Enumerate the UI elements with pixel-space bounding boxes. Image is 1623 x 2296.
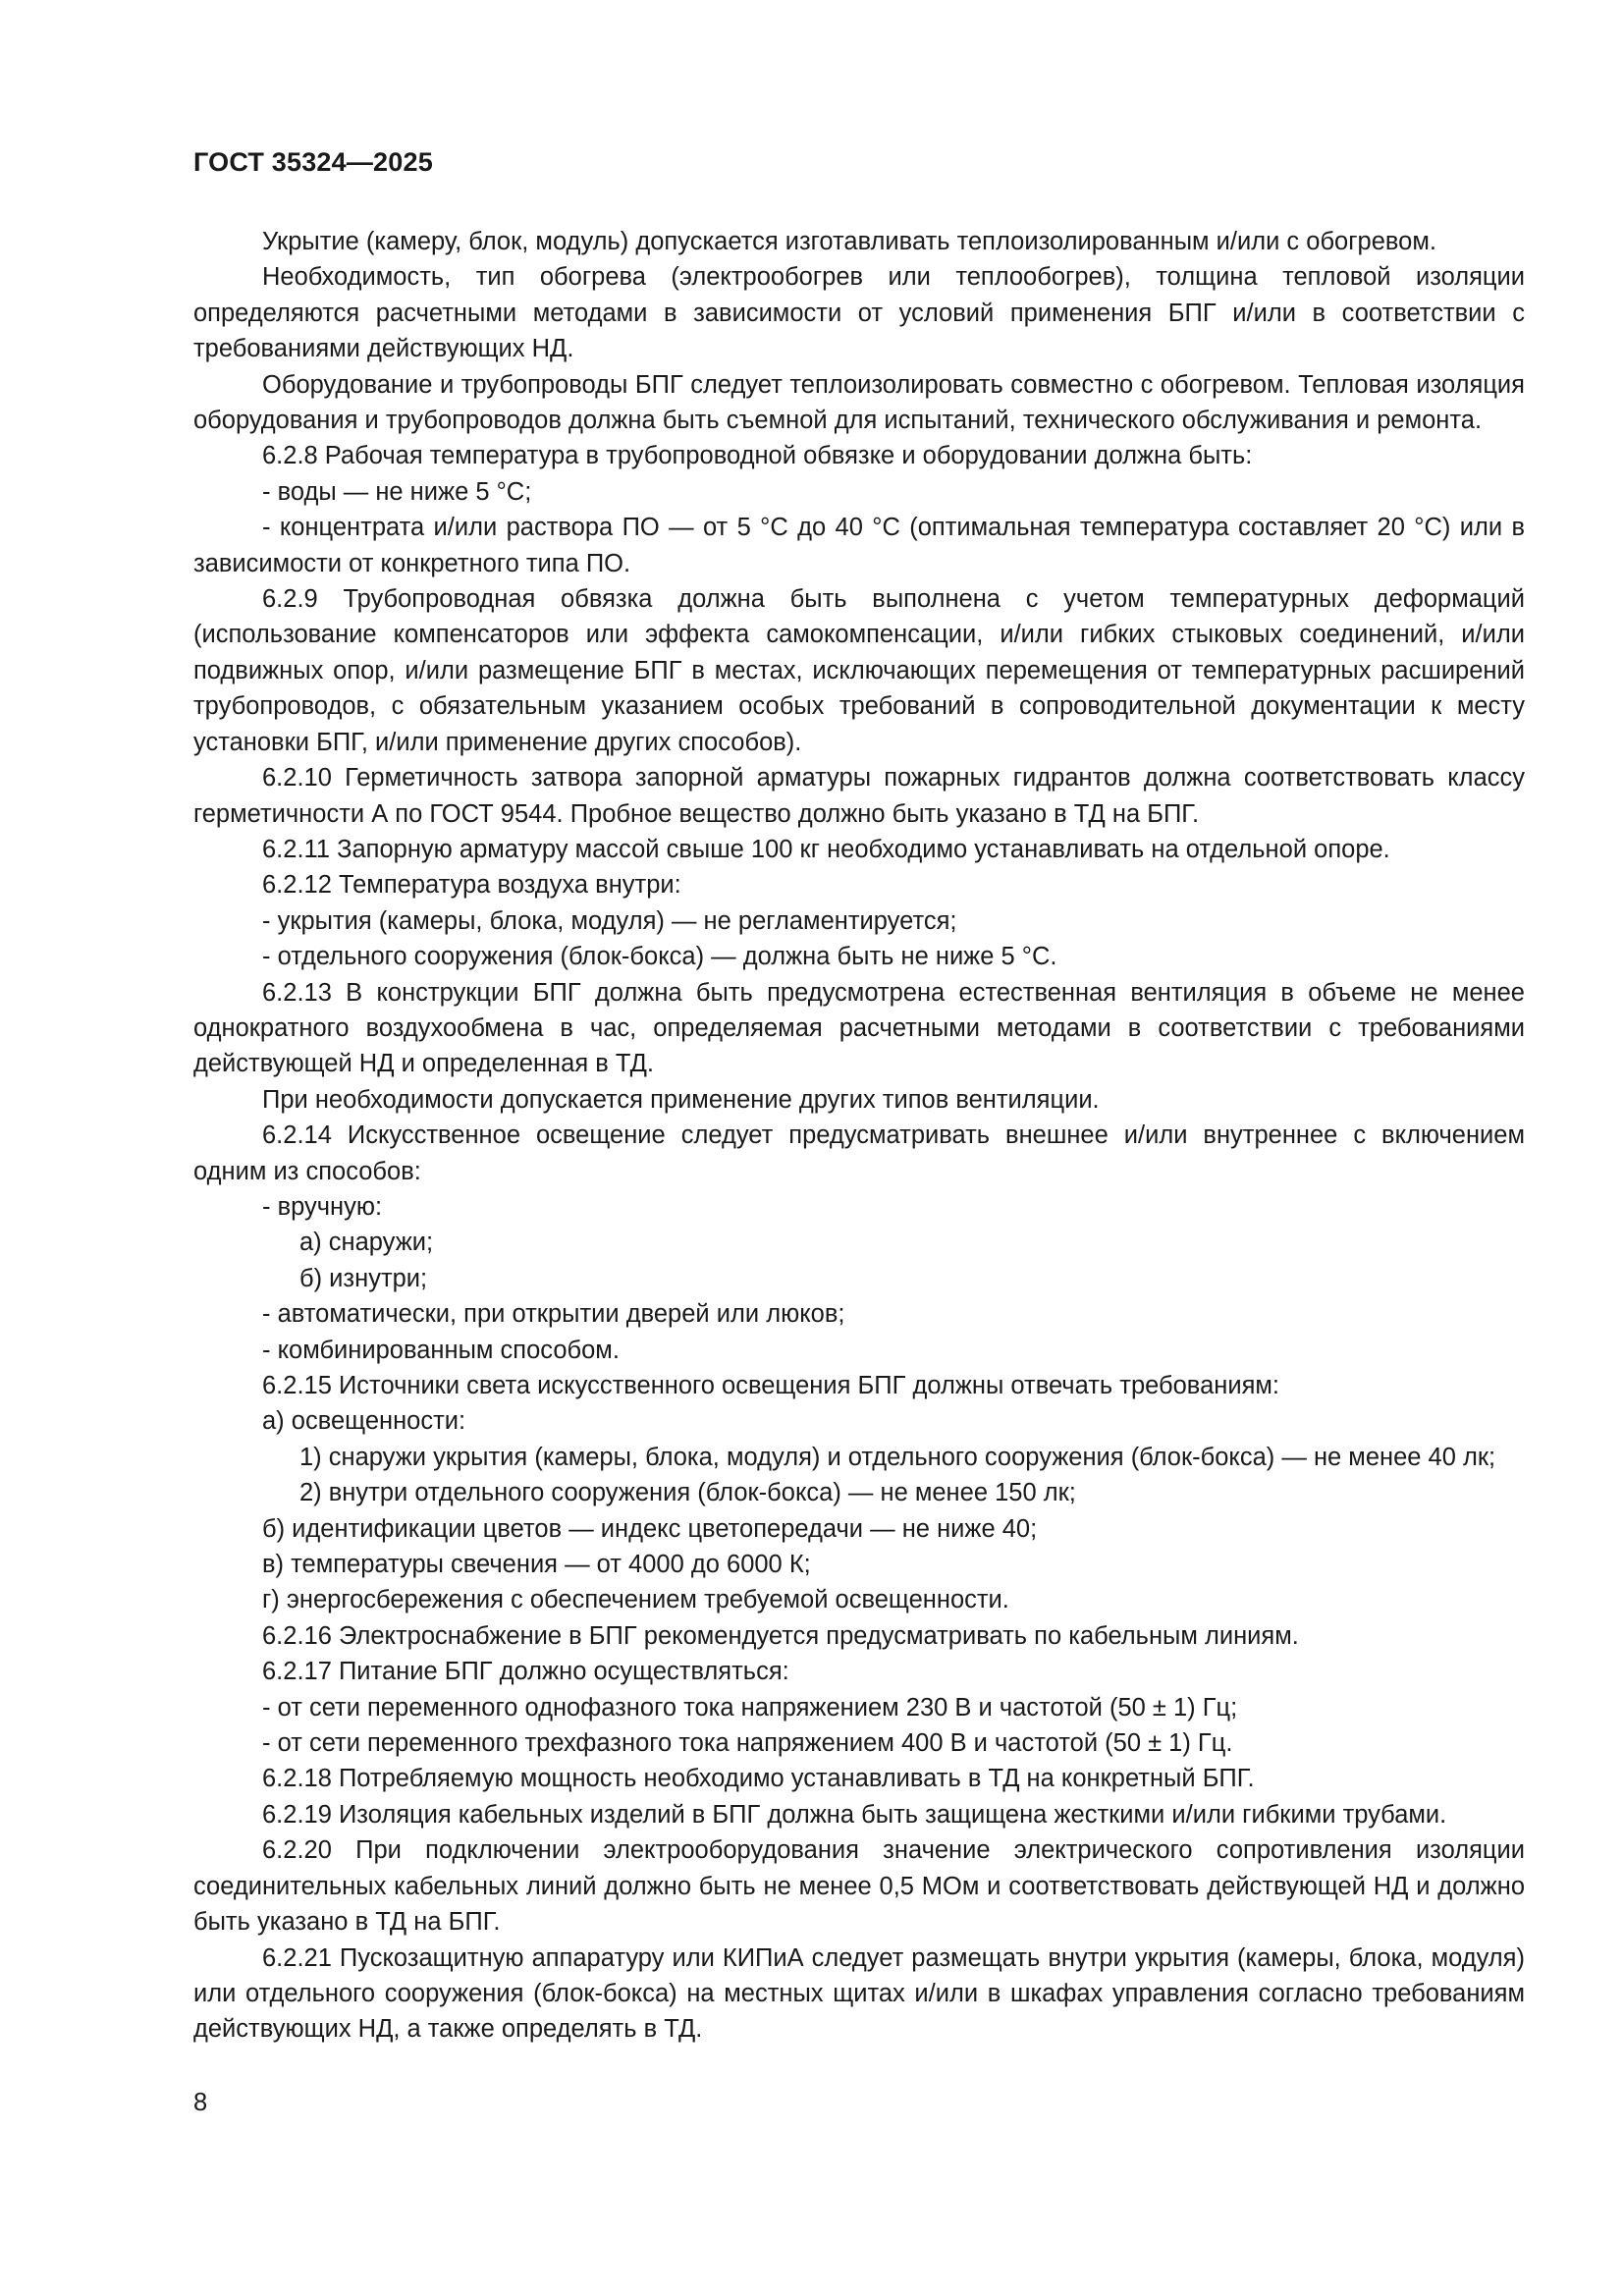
paragraph: Укрытие (камеру, блок, модуль) допускается изготавливать теплоизолированным и/или с обогревом. xyxy=(262,228,1436,255)
paragraph: Необходимость, тип обогрева (электрообогрев или теплообогрев), толщина тепловой изоляции определяются расчетными методами в зависимости от условий применения БПГ и/или в соответствии с требованиями действующих НД. xyxy=(193,263,1525,363)
paragraph: 6.2.20 При подключении электрооборудования значение электрического сопротивления изоляции соединительных кабельных линий должно быть не менее 0,5 МОм и соответствовать действующей НД и должно быть указано в ТД на БПГ. xyxy=(193,1836,1525,1937)
document-body xyxy=(193,224,1525,2048)
document-header: ГОСТ 35324—2025 xyxy=(193,147,433,177)
paragraph: При необходимости допускается применение других типов вентиляции. xyxy=(262,1085,1100,1114)
paragraph: б) изнутри; xyxy=(299,1264,428,1292)
paragraph: - от сети переменного однофазного тока напряжением 230 В и частотой (50 ± 1) Гц; xyxy=(262,1693,1238,1722)
paragraph: - автоматически, при открытии дверей или люков; xyxy=(262,1300,845,1329)
paragraph: 6.2.19 Изоляция кабельных изделий в БПГ должна быть защищена жесткими и/или гибкими трубами. xyxy=(262,1800,1447,1829)
paragraph: 6.2.9 Трубопроводная обвязка должна быть выполнена с учетом температурных деформаций (использование компенсаторов или эффекта самокомпенсации, и/или гибких стыковых соединений, и/или подвижных опор, и/или размещение БПГ в местах, исключающих перемещения от температурных расширений трубопроводов, с обязательным указанием особых требований в сопроводительной документации к месту установки БПГ, и/или применение других способов). xyxy=(193,585,1525,756)
paragraph: 6.2.13 В конструкции БПГ должна быть предусмотрена естественная вентиляция в объеме не менее однократного воздухообмена в час, определяемая расчетными методами в соответствии с требованиями действующей НД и определенная в ТД. xyxy=(193,978,1525,1078)
paragraph: 1) снаружи укрытия (камеры, блока, модуля) и отдельного сооружения (блок-бокса) — не менее 40 лк; xyxy=(299,1443,1496,1471)
paragraph: а) снаружи; xyxy=(299,1229,434,1257)
paragraph: 6.2.10 Герметичность затвора запорной арматуры пожарных гидрантов должна соответствовать классу герметичности А по ГОСТ 9544. Пробное вещество должно быть указано в ТД на БПГ. xyxy=(193,764,1525,828)
paragraph: - вручную: xyxy=(262,1192,383,1221)
paragraph: - укрытия (камеры, блока, модуля) — не регламентируется; xyxy=(262,906,957,935)
paragraph: 6.2.14 Искусственное освещение следует предусматривать внешнее и/или внутреннее с включением одним из способов: xyxy=(193,1121,1525,1185)
paragraph: 2) внутри отдельного сооружения (блок-бокса) — не менее 150 лк; xyxy=(299,1479,1076,1507)
paragraph: - воды — не ниже 5 °С; xyxy=(262,477,532,506)
paragraph: 6.2.21 Пускозащитную аппаратуру или КИПиА следует размещать внутри укрытия (камеры, блока, модуля) или отдельного сооружения (блок-бокса) на местных щитах и/или в шкафах управления согласно требованиям действующих НД, а также определять в ТД. xyxy=(193,1943,1525,2044)
paragraph: 6.2.8 Рабочая температура в трубопроводной обвязке и оборудовании должна быть: xyxy=(262,442,1253,470)
paragraph: 6.2.17 Питание БПГ должно осуществляться: xyxy=(262,1658,789,1686)
paragraph: б) идентификации цветов — индекс цветопередачи — не ниже 40; xyxy=(262,1514,1038,1543)
paragraph: - комбинированным способом. xyxy=(262,1336,620,1364)
page-number: 8 xyxy=(193,2089,208,2116)
paragraph: в) температуры свечения — от 4000 до 6000 К; xyxy=(262,1551,811,1579)
paragraph: - концентрата и/или раствора ПО — от 5 °С до 40 °С (оптимальная температура составляет 20 °С) или в зависимости от конкретного типа ПО. xyxy=(193,514,1525,577)
paragraph: - от сети переменного трехфазного тока напряжением 400 В и частотой (50 ± 1) Гц. xyxy=(262,1729,1233,1758)
paragraph: 6.2.15 Источники света искусственного освещения БПГ должны отвечать требованиям: xyxy=(262,1372,1279,1399)
paragraph: а) освещенности: xyxy=(262,1407,466,1436)
paragraph: - отдельного сооружения (блок-бокса) — должна быть не ниже 5 °С. xyxy=(262,943,1057,971)
paragraph: 6.2.16 Электроснабжение в БПГ рекомендуется предусматривать по кабельным линиям. xyxy=(262,1621,1299,1650)
paragraph: 6.2.18 Потребляемую мощность необходимо устанавливать в ТД на конкретный БПГ. xyxy=(262,1765,1255,1793)
paragraph: г) энергосбережения с обеспечением требуемой освещенности. xyxy=(262,1586,1009,1614)
paragraph: 6.2.12 Температура воздуха внутри: xyxy=(262,871,681,900)
paragraph: 6.2.11 Запорную арматуру массой свыше 100 кг необходимо устанавливать на отдельной опоре. xyxy=(262,835,1390,863)
paragraph: Оборудование и трубопроводы БПГ следует теплоизолировать совместно с обогревом. Тепловая изоляция оборудования и трубопроводов должна быть съемной для испытаний, технического обслуживания и ремонта. xyxy=(193,370,1525,435)
